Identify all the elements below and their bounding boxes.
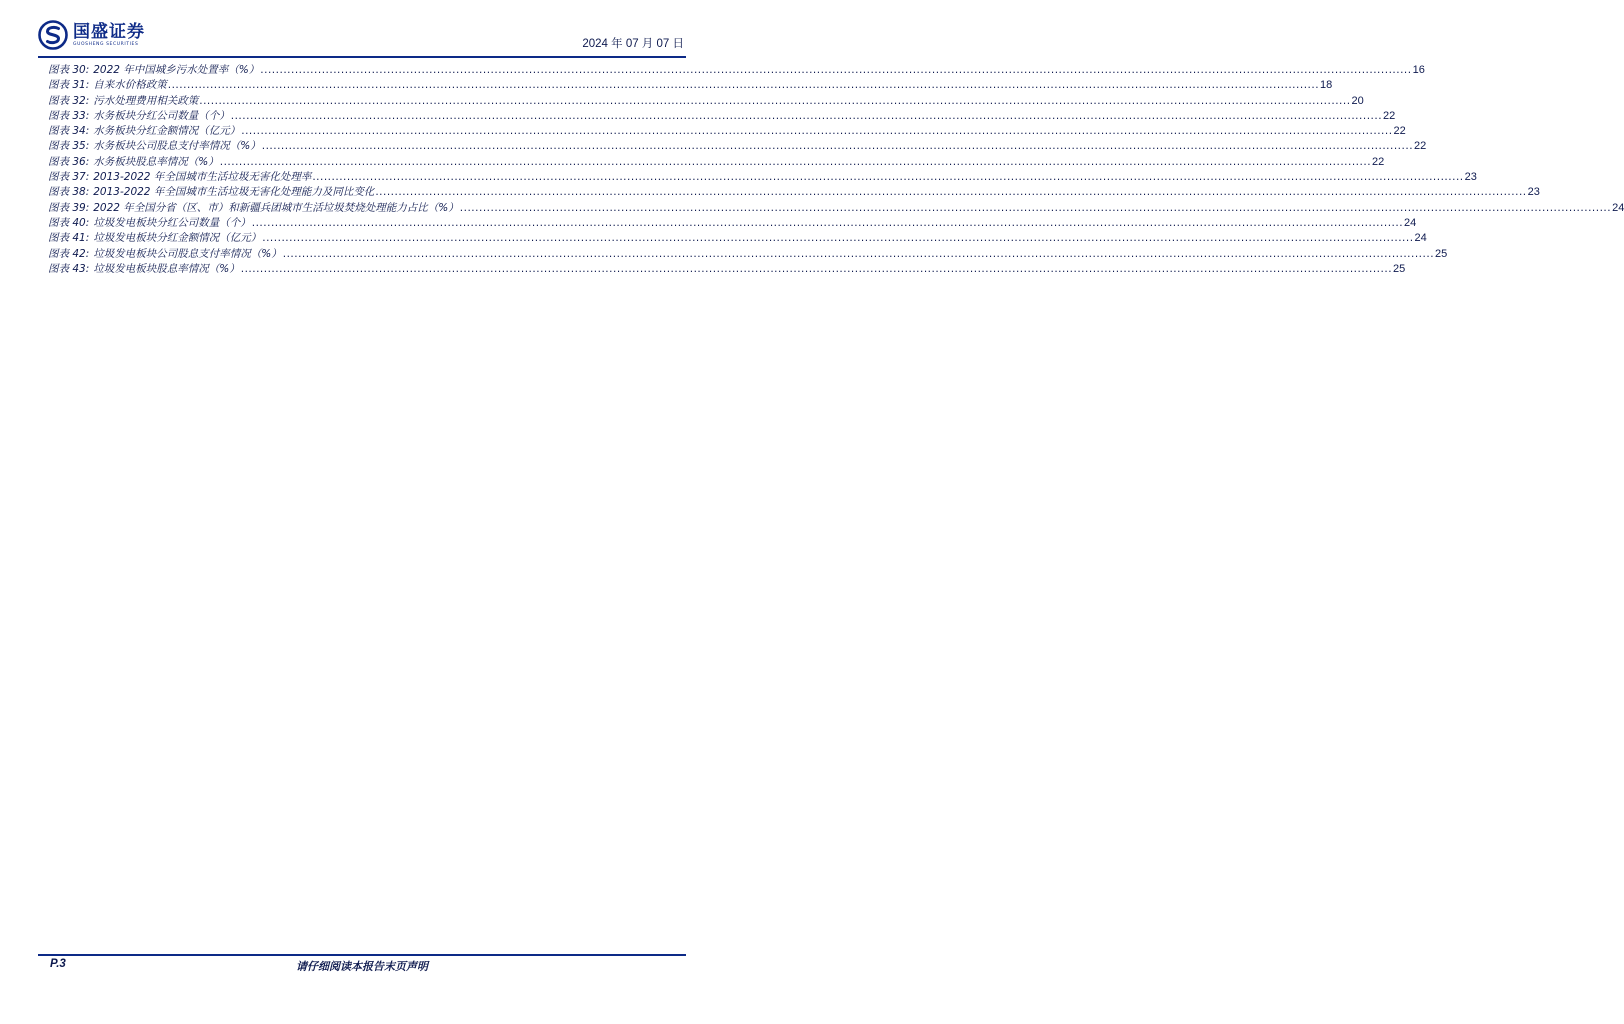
toc-dot-leader: ............................................................................................................................................................................................................................................................................................................	[230, 109, 1383, 122]
guosheng-logo-icon	[38, 20, 68, 50]
toc-entry-label: 图表 33:	[48, 109, 90, 122]
toc-entry-page: 25	[1393, 262, 1406, 275]
toc-dot-leader: ............................................................................................................................................................................................................................................................................................................	[282, 247, 1435, 260]
toc-entry[interactable]	[48, 246, 1448, 261]
toc-entry-label: 图表 39:	[48, 201, 90, 214]
toc-entry-label: 图表 38:	[48, 186, 90, 199]
toc-entry[interactable]	[48, 123, 1406, 138]
toc-entry[interactable]	[48, 215, 1417, 230]
toc-entry-title: 垃圾发电板块分红金额情况（亿元）	[93, 232, 262, 245]
toc-dot-leader: ............................................................................................................................................................................................................................................................................................................	[312, 171, 1464, 184]
toc-entry-page: 24	[1612, 201, 1624, 214]
toc-entry-page: 25	[1435, 247, 1448, 260]
toc-entry[interactable]	[48, 62, 1425, 77]
toc-entry[interactable]	[48, 154, 1385, 169]
toc-entry[interactable]	[48, 138, 1427, 153]
toc-entry[interactable]	[48, 261, 1406, 276]
toc-entry-title: 2022 年全国分省（区、市）和新疆兵团城市生活垃圾焚烧处理能力占比（%）	[93, 201, 459, 214]
toc-entry-title: 水务板块分红金额情况（亿元）	[93, 125, 241, 138]
toc-entry-label: 图表 42:	[48, 247, 90, 260]
toc-entry-page: 22	[1383, 109, 1396, 122]
toc-entry-label: 图表 37:	[48, 171, 90, 184]
toc-dot-leader: ............................................................................................................................................................................................................................................................................................................	[219, 155, 1372, 168]
page-header	[38, 20, 686, 56]
toc-entry[interactable]	[48, 230, 1427, 245]
toc-entry-title: 垃圾发电板块股息率情况（%）	[93, 262, 240, 275]
toc-dot-leader: ............................................................................................................................................................................................................................................................................................................	[241, 125, 1393, 138]
toc-entry-title: 垃圾发电板块公司股息支付率情况（%）	[93, 247, 282, 260]
toc-entry-title: 水务板块分红公司数量（个）	[93, 109, 230, 122]
toc-entry-title: 2013-2022 年全国城市生活垃圾无害化处理能力及同比变化	[93, 186, 375, 199]
toc-entry-label: 图表 40:	[48, 216, 90, 229]
company-logo	[38, 20, 145, 50]
toc-entry-title: 2022 年中国城乡污水处置率（%）	[93, 64, 260, 76]
toc-dot-leader: ............................................................................................................................................................................................................................................................................................................	[240, 262, 1393, 275]
toc-entry-page: 24	[1404, 216, 1417, 229]
toc-entry-label: 图表 36:	[48, 155, 90, 168]
toc-entry-page: 16	[1412, 64, 1425, 76]
toc-entry-title: 自来水价格政策	[93, 79, 167, 92]
toc-dot-leader: ............................................................................................................................................................................................................................................................................................................	[199, 94, 1351, 107]
toc-entry-title: 水务板块公司股息支付率情况（%）	[93, 140, 261, 153]
toc-entry[interactable]	[48, 184, 1540, 199]
toc-dot-leader: ............................................................................................................................................................................................................................................................................................................	[459, 201, 1612, 214]
header-divider	[38, 56, 686, 58]
footer-divider	[38, 954, 686, 956]
toc-entry-title: 水务板块股息率情况（%）	[93, 155, 219, 168]
toc-dot-leader: ............................................................................................................................................................................................................................................................................................................	[262, 232, 1414, 245]
toc-entry-title: 污水处理费用相关政策	[93, 94, 199, 107]
logo-chinese-name: 国盛证券	[73, 22, 145, 42]
toc-dot-leader: ............................................................................................................................................................................................................................................................................................................	[251, 216, 1404, 229]
disclaimer-text: 请仔细阅读本报告末页声明	[296, 960, 428, 973]
toc-entry[interactable]	[48, 77, 1333, 92]
toc-entry-title: 2013-2022 年全国城市生活垃圾无害化处理率	[93, 171, 312, 184]
logo-english-name: GUOSHENG SECURITIES	[73, 42, 139, 47]
figure-list	[48, 62, 1624, 276]
toc-entry-label: 图表 31:	[48, 79, 90, 92]
toc-entry-page: 22	[1372, 155, 1385, 168]
toc-entry-label: 图表 30:	[48, 64, 90, 76]
toc-entry-label: 图表 34:	[48, 125, 90, 138]
toc-entry-label: 图表 43:	[48, 262, 90, 275]
toc-entry-page: 23	[1527, 186, 1540, 199]
toc-entry-label: 图表 35:	[48, 140, 90, 153]
report-date: 2024 年 07 月 07 日	[582, 38, 684, 50]
toc-entry-label: 图表 32:	[48, 94, 90, 107]
toc-entry-page: 22	[1414, 140, 1427, 153]
toc-entry-label: 图表 41:	[48, 232, 90, 245]
toc-entry-title: 垃圾发电板块分红公司数量（个）	[93, 216, 251, 229]
toc-entry-page: 22	[1393, 125, 1406, 138]
toc-dot-leader: ............................................................................................................................................................................................................................................................................................................	[167, 79, 1320, 92]
toc-entry-page: 20	[1351, 94, 1364, 107]
toc-entry[interactable]	[48, 200, 1624, 215]
toc-entry-page: 23	[1464, 171, 1477, 184]
toc-dot-leader: ............................................................................................................................................................................................................................................................................................................	[261, 140, 1414, 153]
toc-entry[interactable]	[48, 108, 1396, 123]
toc-dot-leader: ............................................................................................................................................................................................................................................................................................................	[375, 186, 1527, 199]
toc-dot-leader: ............................................................................................................................................................................................................................................................................................................	[260, 64, 1412, 76]
toc-entry[interactable]	[48, 93, 1364, 108]
page-number: P.3	[50, 958, 66, 970]
toc-entry[interactable]	[48, 169, 1477, 184]
toc-entry-page: 18	[1320, 79, 1333, 92]
toc-entry-page: 24	[1414, 232, 1427, 245]
